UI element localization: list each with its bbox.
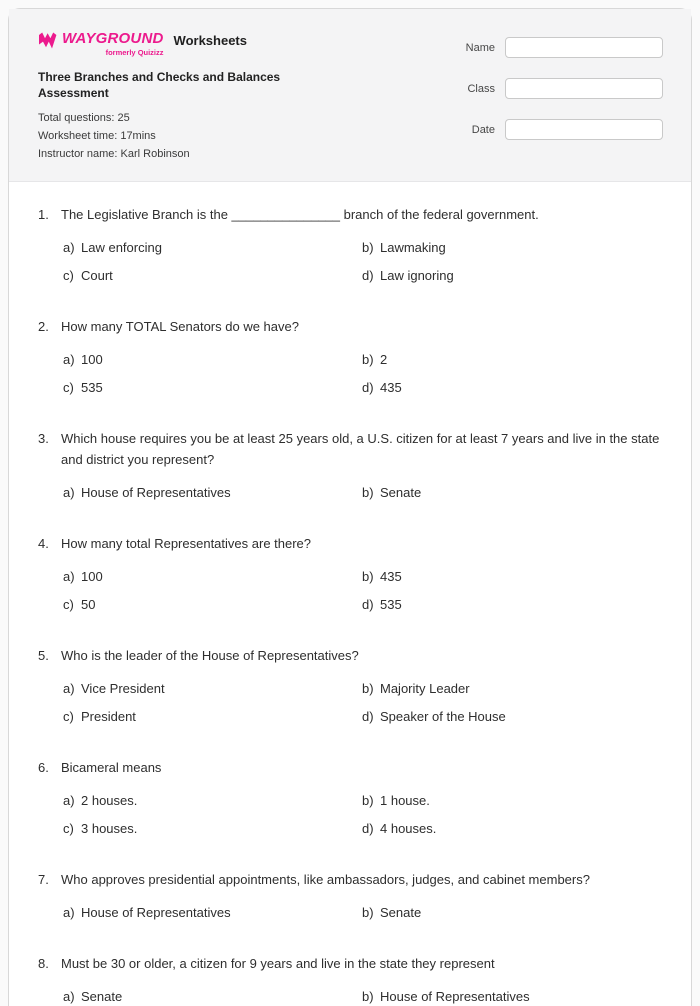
answer-option [63, 379, 362, 397]
question-text: Who is the leader of the House of Representatives? [61, 648, 359, 663]
question-text: How many TOTAL Senators do we have? [61, 319, 299, 334]
option-text: Court [81, 268, 113, 283]
question [38, 204, 661, 285]
option-letter: a) [63, 569, 75, 584]
option-letter: c) [63, 821, 74, 836]
option-letter: b) [362, 569, 374, 584]
wayground-logo-icon [38, 32, 57, 49]
question-text: Which house requires you be at least 25 years old, a U.S. citizen for at least 7 years and live in the state and district you represent? [61, 431, 660, 467]
option-letter: d) [362, 268, 374, 283]
option-text: 100 [81, 352, 103, 367]
name-input[interactable] [505, 37, 663, 58]
option-text: Majority Leader [380, 681, 470, 696]
meta-worksheet-time: Worksheet time: 17mins [38, 130, 156, 142]
answer-option [63, 239, 362, 257]
question-number: 5. [38, 648, 49, 663]
worksheet-card [8, 8, 692, 1006]
options-grid [63, 988, 661, 1006]
question-number: 4. [38, 536, 49, 551]
question [38, 533, 661, 614]
worksheet-header [9, 9, 691, 182]
option-text: Senate [380, 485, 422, 500]
option-letter: b) [362, 352, 374, 367]
option-text: President [81, 709, 136, 724]
option-letter: d) [362, 380, 374, 395]
logo-text [62, 31, 164, 57]
option-letter: a) [63, 989, 75, 1004]
option-letter: b) [362, 905, 374, 920]
option-letter: d) [362, 709, 374, 724]
answer-option [63, 904, 362, 922]
class-field-row [455, 78, 663, 99]
option-text: Lawmaking [380, 240, 446, 255]
option-letter: d) [362, 821, 374, 836]
question-text: Bicameral means [61, 760, 162, 775]
question-list [9, 182, 691, 1006]
name-field-row [455, 37, 663, 58]
option-text: 4 houses. [380, 821, 437, 836]
answer-option [362, 267, 661, 285]
option-text: Senate [81, 989, 123, 1004]
answer-option [362, 988, 661, 1006]
option-text: Law ignoring [380, 268, 454, 283]
answer-option [63, 680, 362, 698]
options-grid [63, 792, 661, 838]
options-grid [63, 680, 661, 726]
option-text: House of Representatives [81, 485, 231, 500]
question-text: Must be 30 or older, a citizen for 9 years and live in the state they represent [61, 956, 495, 971]
option-letter: d) [362, 597, 374, 612]
option-letter: b) [362, 681, 374, 696]
option-letter: a) [63, 905, 75, 920]
option-letter: b) [362, 989, 374, 1004]
question-head [38, 645, 661, 666]
options-grid [63, 568, 661, 614]
header-info [38, 31, 318, 163]
question [38, 645, 661, 726]
meta-total-questions: Total questions: 25 [38, 112, 130, 124]
question-text: The Legislative Branch is the _______________ branch of the federal government. [61, 207, 539, 222]
answer-option [362, 792, 661, 810]
options-grid [63, 484, 661, 502]
answer-option [63, 596, 362, 614]
answer-option [362, 904, 661, 922]
option-text: Senate [380, 905, 422, 920]
answer-option [362, 680, 661, 698]
option-text: Vice President [81, 681, 165, 696]
answer-option [362, 820, 661, 838]
question-head [38, 953, 661, 974]
options-grid [63, 239, 661, 285]
question-text: Who approves presidential appointments, like ambassadors, judges, and cabinet members? [61, 872, 590, 887]
option-text: House of Representatives [380, 989, 530, 1004]
option-text: Law enforcing [81, 240, 162, 255]
option-text: 435 [380, 569, 402, 584]
question-number: 6. [38, 760, 49, 775]
option-text: Speaker of the House [380, 709, 506, 724]
question-number: 8. [38, 956, 49, 971]
question-head [38, 428, 661, 470]
option-letter: c) [63, 709, 74, 724]
option-text: 50 [81, 597, 96, 612]
question-number: 1. [38, 207, 49, 222]
option-text: 1 house. [380, 793, 430, 808]
question-head [38, 316, 661, 337]
option-text: 3 houses. [81, 821, 138, 836]
option-letter: a) [63, 240, 75, 255]
answer-option [362, 708, 661, 726]
answer-option [362, 568, 661, 586]
answer-option [362, 484, 661, 502]
date-input[interactable] [505, 119, 663, 140]
answer-option [63, 351, 362, 369]
option-letter: b) [362, 793, 374, 808]
options-grid [63, 904, 661, 922]
question-head [38, 204, 661, 225]
worksheet-meta [38, 109, 318, 163]
option-letter: c) [63, 268, 74, 283]
option-letter: a) [63, 485, 75, 500]
option-letter: a) [63, 681, 75, 696]
worksheet-title: Three Branches and Checks and Balances Assessment [38, 70, 281, 100]
meta-instructor-name: Instructor name: Karl Robinson [38, 148, 190, 160]
answer-option [63, 568, 362, 586]
question-number: 3. [38, 431, 49, 446]
name-label: Name [465, 41, 495, 54]
question-head [38, 757, 661, 778]
option-letter: c) [63, 380, 74, 395]
option-text: 100 [81, 569, 103, 584]
brand-tagline: formerly Quizizz [105, 48, 164, 57]
answer-option [362, 239, 661, 257]
date-label: Date [471, 123, 495, 136]
option-text: 2 houses. [81, 793, 138, 808]
class-label: Class [467, 82, 495, 95]
option-text: 435 [380, 380, 402, 395]
question [38, 869, 661, 922]
option-text: House of Representatives [81, 905, 231, 920]
answer-option [63, 708, 362, 726]
option-letter: a) [63, 352, 75, 367]
question-number: 2. [38, 319, 49, 334]
question [38, 316, 661, 397]
product-name: Worksheets [173, 33, 247, 48]
answer-option [63, 484, 362, 502]
option-text: 535 [81, 380, 103, 395]
answer-option [63, 267, 362, 285]
brand-name: WAYGROUND [62, 30, 164, 47]
class-input[interactable] [505, 78, 663, 99]
answer-option [362, 351, 661, 369]
question-head [38, 869, 661, 890]
option-text: 2 [380, 352, 388, 367]
answer-option [63, 792, 362, 810]
option-letter: b) [362, 240, 374, 255]
question-number: 7. [38, 872, 49, 887]
answer-option [63, 988, 362, 1006]
option-text: 535 [380, 597, 402, 612]
answer-option [362, 379, 661, 397]
answer-option [362, 596, 661, 614]
answer-option [63, 820, 362, 838]
logo-row [38, 31, 318, 57]
question [38, 428, 661, 502]
question [38, 953, 661, 1006]
date-field-row [455, 119, 663, 140]
options-grid [63, 351, 661, 397]
student-fields [455, 31, 663, 163]
question [38, 757, 661, 838]
option-letter: c) [63, 597, 74, 612]
question-text: How many total Representatives are there? [61, 536, 312, 551]
question-head [38, 533, 661, 554]
option-letter: a) [63, 793, 75, 808]
option-letter: b) [362, 485, 374, 500]
